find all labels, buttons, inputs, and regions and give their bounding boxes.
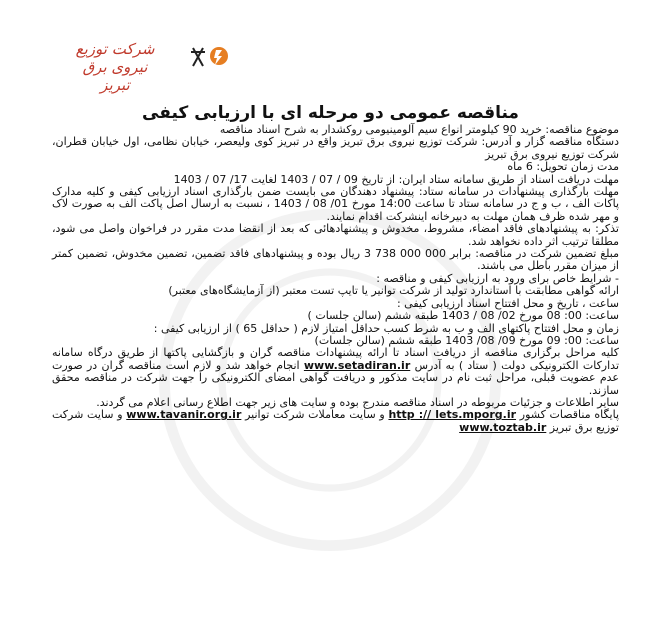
- envelope-opening-heading: زمان و محل افتتاح پاکتهای الف و ب به شرط کسب حداقل امتیاز لازم ( حداقل 65 ) از ارزیابی کیفی :: [153, 321, 619, 335]
- notice-line: تذکر: به پیشنهادهای فاقد امضاء، مشروط، مخدوش و پیشنهادهائی که بعد از انقضا مدت مقرر در فراخوان واصل می شود، مطلقا ترتیب اثر داده نخواهد شد.: [52, 222, 619, 248]
- delivery-line: مدت زمان تحویل: 6 ماه: [507, 160, 619, 174]
- tavanir-label: و سایت معاملات شرکت توانیر: [245, 408, 385, 422]
- organizer-line: دستگاه مناقصه گزار و آدرس: شرکت توزیع نیروی برق تبریز واقع در تبریز کوی ولیعصر، خیابان نظامی، اول خیابان قطران، شرکت توزیع نیروی برق تبریز: [52, 135, 619, 161]
- logo-lettering: [60, 20, 170, 94]
- envelope-opening-time: ساعت: 00: 09 مورخ 09/ 08/ 1403 طبقه ششم (سالن جلسات): [314, 333, 619, 347]
- setad-link[interactable]: www.setadiran.ir: [303, 358, 411, 372]
- logo-text-line2: تبریز: [100, 76, 130, 94]
- upload-deadline-line: مهلت بارگذاری پیشنهادات در سامانه ستاد: پیشنهاد دهندگان می بایست ضمن بارگذاری اسناد ارزیابی کیفی و کلیه مدارک پاکات الف ، ب و ج در سامانه ستاد تا ساعت 14:00 مورخ 01/ 08 / 1403 ، نسبت به ارسال اصل پاکت الف به صورت لاک و مهر شده ظرف همان مهلت به دبیرخانه اینشرکت اقدام نمایند.: [52, 185, 620, 223]
- guarantee-line: مبلغ تضمین شرکت در مناقصه: برابر 000 000 738 3 ریال بوده و پیشنهادهای فاقد تضمین، تضمین مخدوش، تضمین کمتر از میزان مقرر باطل می باشند.: [52, 247, 619, 273]
- document-deadline-line: مهلت دریافت اسناد از طریق سامانه ستاد ایران: از تاریخ 09 / 07 / 1403 لغایت 17/ 07 / 1403: [173, 172, 619, 186]
- procedure-paragraph: [52, 347, 619, 397]
- procedure-text-part2: انجام خواهد شد و لازم است مناقصه گران در صورت عدم عضویت قبلی، مراحل ثبت نام در سایت مذکور و دریافت گواهی امضای الکترونیکی را جهت شرکت در مناقصه محقق سازند.: [52, 358, 619, 397]
- procedure-text-part1: کلیه مراحل برگزاری مناقصه از دریافت اسناد تا ارائه پیشنهادات مناقصه گران و بازگشایی پاکتها از طریق درگاه سامانه تدارکات الکترونیکی دولت ( ستاد ) به آدرس: [52, 346, 620, 372]
- info-line: سایر اطلاعات و جزئیات مربوطه در اسناد مناقصه مندرج بوده و سایت های زیر جهت اطلاع رسانی اعلام می گردند.: [96, 395, 619, 409]
- tavanir-link[interactable]: www.tavanir.org.ir: [126, 408, 242, 422]
- conditions-line: ارائه گواهی مطابقت با استاندارد تولید از شرکت توانیر یا تایپ تست معتبر (از آزمایشگاه‌های معتبر): [168, 284, 619, 298]
- quality-opening-heading: ساعت ، تاریخ و محل افتتاح اسناد ارزیابی کیفی :: [396, 296, 619, 310]
- page-title: مناقصه عمومی دو مرحله ای با ارزیابی کیفی: [142, 103, 519, 123]
- tender-notice-body: [52, 124, 619, 434]
- quality-opening-time: ساعت: 00: 08 مورخ 02/ 08 / 1403 طبقه ششم (سالن جلسات ): [307, 309, 619, 323]
- portal-label: پایگاه مناقصات کشور: [519, 408, 620, 422]
- site-label: و سایت شرکت توزیع برق تبریز: [52, 408, 619, 434]
- conditions-heading: - شرایط خاص برای ورود به ارزیابی کیفی و مناقصه :: [376, 271, 619, 285]
- logo-text-line1: شرکت توزیع نیروی برق: [75, 40, 155, 76]
- sites-paragraph: [52, 409, 619, 434]
- power-pylon-icon: [189, 44, 229, 72]
- subject-line: موضوع مناقصه: خرید 90 کیلومتر انواع سیم آلومینیومی روکشدار به شرح اسناد مناقصه: [219, 123, 619, 136]
- toztab-link[interactable]: www.toztab.ir: [459, 420, 547, 434]
- portal-link[interactable]: http :// lets.mporg.ir: [388, 408, 517, 422]
